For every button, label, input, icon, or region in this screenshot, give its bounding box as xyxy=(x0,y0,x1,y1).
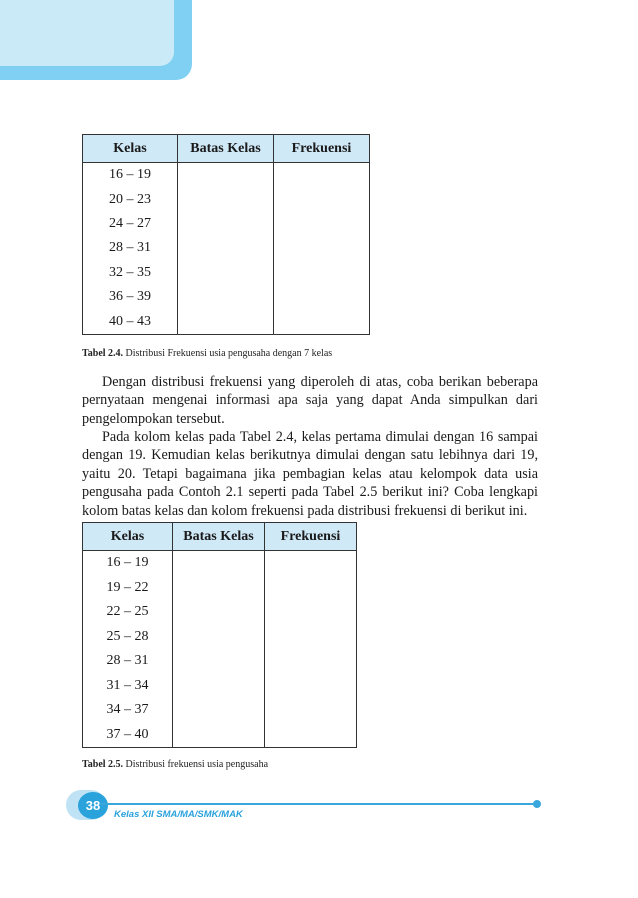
frequency-cell xyxy=(265,674,357,699)
table-caption-2-5 xyxy=(82,759,268,770)
class-cell: 16 – 19 xyxy=(83,551,173,576)
table-row xyxy=(83,163,370,188)
boundary-cell xyxy=(173,576,265,601)
table-caption-2-4 xyxy=(82,348,332,359)
class-cell: 31 – 34 xyxy=(83,674,173,699)
caption-text: Distribusi Frekuensi usia pengusaha dengan 7 kelas xyxy=(123,348,333,359)
table-row xyxy=(83,600,357,625)
class-cell: 37 – 40 xyxy=(83,723,173,748)
header-batas-kelas: Batas Kelas xyxy=(178,135,274,163)
class-cell: 36 – 39 xyxy=(83,285,178,309)
frequency-cell xyxy=(274,285,370,309)
boundary-cell xyxy=(178,236,274,260)
boundary-cell xyxy=(178,187,274,211)
boundary-cell xyxy=(173,625,265,650)
class-cell: 28 – 31 xyxy=(83,236,178,260)
class-cell: 34 – 37 xyxy=(83,698,173,723)
table-row xyxy=(83,187,370,211)
footer-rule-endpoint-dot xyxy=(533,800,541,808)
frequency-cell xyxy=(265,698,357,723)
class-cell: 32 – 35 xyxy=(83,261,178,285)
frequency-cell xyxy=(265,723,357,748)
page-number-badge: 38 xyxy=(78,792,108,819)
footer-book-title: Kelas XII SMA/MA/SMK/MAK xyxy=(114,809,243,820)
footer-rule xyxy=(100,803,536,805)
paragraph-statement-prompt: Dengan distribusi frekuensi yang diperoleh di atas, coba berikan beberapa pernyataan mengenai informasi apa saja yang dapat Anda simpulkan dari pengelompokan tersebut. xyxy=(82,374,538,427)
frequency-cell xyxy=(274,236,370,260)
frequency-table-2-5 xyxy=(82,522,357,748)
table-row xyxy=(83,285,370,309)
header-kelas: Kelas xyxy=(83,523,173,551)
boundary-cell xyxy=(173,723,265,748)
table-row xyxy=(83,551,357,576)
frequency-cell xyxy=(265,649,357,674)
boundary-cell xyxy=(178,212,274,236)
corner-tab-inner-decoration xyxy=(0,0,174,66)
class-cell: 24 – 27 xyxy=(83,212,178,236)
table-row xyxy=(83,309,370,334)
table-row xyxy=(83,649,357,674)
header-frekuensi: Frekuensi xyxy=(265,523,357,551)
table-row xyxy=(83,674,357,699)
frequency-cell xyxy=(274,309,370,334)
table-row xyxy=(83,625,357,650)
frequency-cell xyxy=(265,576,357,601)
table-row xyxy=(83,212,370,236)
frequency-cell xyxy=(265,551,357,576)
header-batas-kelas: Batas Kelas xyxy=(173,523,265,551)
table-row xyxy=(83,698,357,723)
table-row xyxy=(83,261,370,285)
class-cell: 40 – 43 xyxy=(83,309,178,334)
class-cell: 28 – 31 xyxy=(83,649,173,674)
frequency-cell xyxy=(274,261,370,285)
paragraph-class-explanation: Pada kolom kelas pada Tabel 2.4, kelas pertama dimulai dengan 16 sampai dengan 19. Kemudian kelas berikutnya dimulai dengan satu lebihnya dari 19, yaitu 20. Tetapi bagaimana jika pembagian kelas atau kelompok data usia pengusaha pada Contoh 2.1 seperti pada Tabel 2.5 berikut ini? Coba lengkapi kolom batas kelas dan kolom frekuensi pada distribusi frekuensi di berikut ini. xyxy=(82,429,538,519)
class-cell: 22 – 25 xyxy=(83,600,173,625)
boundary-cell xyxy=(178,261,274,285)
frequency-table-2-4 xyxy=(82,134,370,335)
caption-label: Tabel 2.4. xyxy=(82,348,124,359)
caption-label: Tabel 2.5. xyxy=(82,759,124,770)
boundary-cell xyxy=(178,163,274,188)
boundary-cell xyxy=(173,698,265,723)
boundary-cell xyxy=(173,649,265,674)
boundary-cell xyxy=(173,551,265,576)
caption-text: Distribusi frekuensi usia pengusaha xyxy=(123,759,269,770)
boundary-cell xyxy=(173,600,265,625)
class-cell: 20 – 23 xyxy=(83,187,178,211)
frequency-cell xyxy=(274,187,370,211)
frequency-cell xyxy=(274,212,370,236)
boundary-cell xyxy=(178,309,274,334)
class-cell: 25 – 28 xyxy=(83,625,173,650)
frequency-cell xyxy=(265,625,357,650)
frequency-cell xyxy=(265,600,357,625)
boundary-cell xyxy=(178,285,274,309)
header-kelas: Kelas xyxy=(83,135,178,163)
class-cell: 16 – 19 xyxy=(83,163,178,188)
table-row xyxy=(83,723,357,748)
table-row xyxy=(83,576,357,601)
header-frekuensi: Frekuensi xyxy=(274,135,370,163)
boundary-cell xyxy=(173,674,265,699)
frequency-cell xyxy=(274,163,370,188)
table-row xyxy=(83,236,370,260)
class-cell: 19 – 22 xyxy=(83,576,173,601)
